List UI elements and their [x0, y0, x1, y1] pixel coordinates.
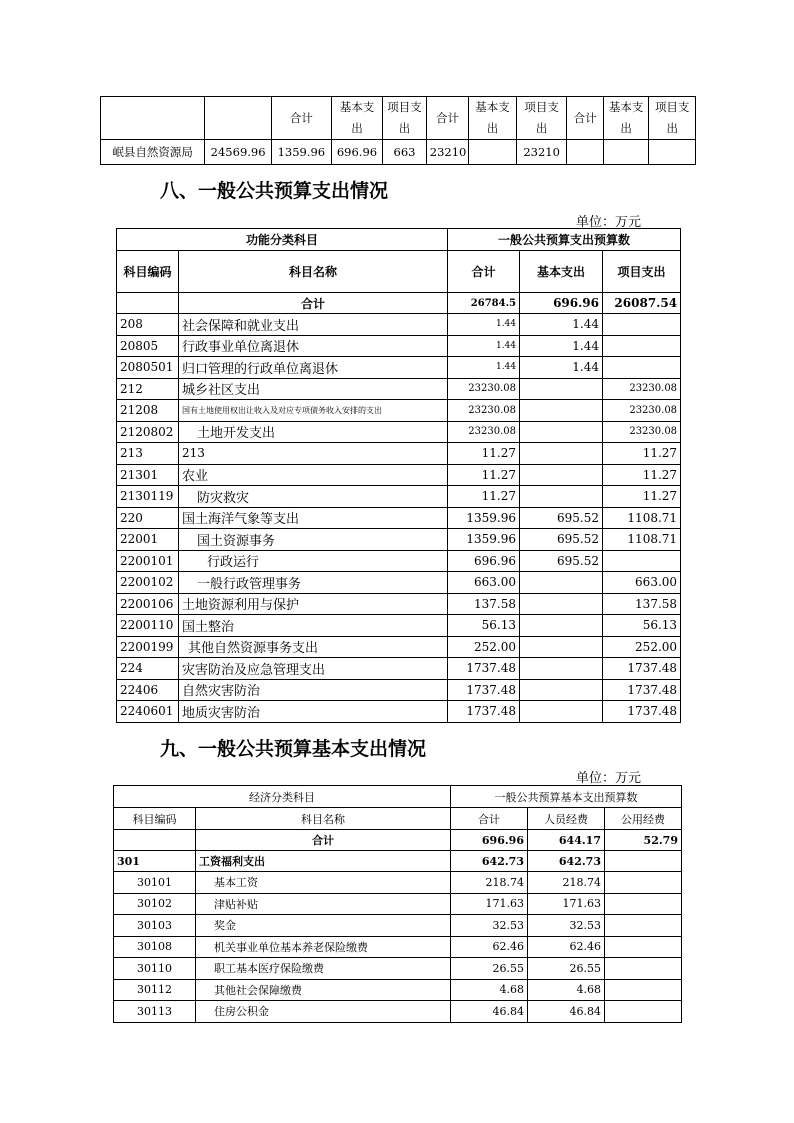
cell: 1.44 [520, 357, 603, 379]
cell: 11.27 [448, 486, 520, 508]
cell: 46.84 [451, 1001, 528, 1023]
cell [605, 936, 682, 958]
cell: 国有土地使用权出让收入及对应专项债务收入安排的支出 [179, 400, 448, 422]
cell [469, 140, 517, 165]
cell: 1359.96 [448, 507, 520, 529]
cell: 土地资源利用与保护 [179, 593, 448, 615]
cell: 252.00 [448, 636, 520, 658]
cell: 1108.71 [603, 507, 681, 529]
cell [603, 140, 649, 165]
cell: 663 [383, 140, 427, 165]
section-9-title: 九、一般公共预算基本支出情况 [160, 738, 427, 760]
cell [649, 140, 696, 165]
table-row [117, 464, 681, 486]
header-cell: 基本支出 [331, 97, 383, 140]
section-8-unit: 单位：万元 [576, 215, 642, 230]
cell [520, 615, 603, 637]
s9-col-name: 科目名称 [196, 808, 451, 830]
cell: 工资福利支出 [196, 851, 451, 872]
cell [117, 293, 179, 314]
cell: 23230.08 [448, 400, 520, 422]
cell: 11.27 [603, 486, 681, 508]
cell: 663.00 [603, 572, 681, 594]
section-9-table [113, 785, 682, 1023]
cell: 21301 [117, 464, 179, 486]
top-summary-table [100, 96, 696, 165]
top-table-header [101, 97, 696, 140]
cell: 行政运行 [179, 550, 448, 572]
header-cell: 基本支出 [469, 97, 517, 140]
s9-col-code: 科目编码 [114, 808, 196, 830]
cell: 213 [179, 443, 448, 465]
cell: 2120802 [117, 421, 179, 443]
header-cell: 合计 [426, 97, 469, 140]
cell [520, 701, 603, 723]
cell: 1359.96 [272, 140, 332, 165]
cell: 30112 [114, 979, 196, 1001]
table-row [117, 507, 681, 529]
cell: 1.44 [520, 335, 603, 357]
cell: 11.27 [603, 443, 681, 465]
cell: 津贴补贴 [196, 893, 451, 915]
cell [520, 679, 603, 701]
cell: 23230.08 [603, 421, 681, 443]
cell: 171.63 [528, 893, 605, 915]
section-8-title: 八、一般公共预算支出情况 [160, 180, 389, 202]
cell: 696.96 [520, 293, 603, 314]
cell: 1737.48 [603, 701, 681, 723]
cell: 自然灾害防治 [179, 679, 448, 701]
header-cell [205, 97, 272, 140]
cell [114, 830, 196, 851]
cell: 灾害防治及应急管理支出 [179, 658, 448, 680]
table-row [114, 958, 682, 980]
cell [567, 140, 603, 165]
cell [520, 572, 603, 594]
cell: 2240601 [117, 701, 179, 723]
cell: 1359.96 [448, 529, 520, 551]
cell: 11.27 [448, 443, 520, 465]
s9-header-row [114, 786, 682, 808]
cell: 30108 [114, 936, 196, 958]
header-cell [101, 97, 205, 140]
cell: 农业 [179, 464, 448, 486]
cell: 212 [117, 378, 179, 400]
s9-col-total: 合计 [451, 808, 528, 830]
cell [520, 593, 603, 615]
cell [520, 400, 603, 422]
cell: 24569.96 [205, 140, 272, 165]
cell: 国土海洋气象等支出 [179, 507, 448, 529]
s8-header-row [117, 229, 681, 251]
cell: 2130119 [117, 486, 179, 508]
cell: 52.79 [605, 830, 682, 851]
header-cell: 合计 [272, 97, 332, 140]
table-row [117, 636, 681, 658]
cell: 合计 [196, 830, 451, 851]
cell: 一般行政管理事务 [179, 572, 448, 594]
s8-col-name: 科目名称 [179, 251, 448, 293]
cell [603, 314, 681, 336]
cell: 2200106 [117, 593, 179, 615]
cell [603, 550, 681, 572]
cell: 644.17 [528, 830, 605, 851]
cell: 2200102 [117, 572, 179, 594]
table-row [117, 529, 681, 551]
cell: 职工基本医疗保险缴费 [196, 958, 451, 980]
header-cell: 项目支出 [649, 97, 696, 140]
cell: 642.73 [451, 851, 528, 872]
cell: 696.96 [331, 140, 383, 165]
cell: 其他自然资源事务支出 [179, 636, 448, 658]
table-row [117, 400, 681, 422]
cell: 其他社会保障缴费 [196, 979, 451, 1001]
cell: 220 [117, 507, 179, 529]
cell: 696.96 [451, 830, 528, 851]
table-row [114, 915, 682, 937]
cell: 26.55 [451, 958, 528, 980]
s9-header-right: 一般公共预算基本支出预算数 [451, 786, 682, 808]
cell: 20805 [117, 335, 179, 357]
cell [603, 335, 681, 357]
cell [520, 486, 603, 508]
cell: 机关事业单位基本养老保险缴费 [196, 936, 451, 958]
section-9-unit: 单位：万元 [576, 771, 642, 786]
cell: 1108.71 [603, 529, 681, 551]
cell: 23230.08 [448, 378, 520, 400]
cell: 23230.08 [448, 421, 520, 443]
cell: 30110 [114, 958, 196, 980]
s9-subheader-row [114, 808, 682, 830]
cell: 岷县自然资源局 [101, 140, 205, 165]
cell [520, 443, 603, 465]
cell: 基本工资 [196, 872, 451, 894]
cell: 社会保障和就业支出 [179, 314, 448, 336]
s8-col-project: 项目支出 [603, 251, 681, 293]
cell: 224 [117, 658, 179, 680]
cell: 1.44 [448, 357, 520, 379]
cell: 2200110 [117, 615, 179, 637]
cell [605, 851, 682, 872]
cell: 住房公积金 [196, 1001, 451, 1023]
cell: 2200199 [117, 636, 179, 658]
cell: 土地开发支出 [179, 421, 448, 443]
table-row [117, 335, 681, 357]
cell: 国土整治 [179, 615, 448, 637]
header-cell: 项目支出 [383, 97, 427, 140]
table-row [114, 979, 682, 1001]
cell: 行政事业单位离退休 [179, 335, 448, 357]
cell: 695.52 [520, 550, 603, 572]
cell: 1737.48 [448, 679, 520, 701]
cell: 合计 [179, 293, 448, 314]
cell: 30113 [114, 1001, 196, 1023]
table-row [114, 1001, 682, 1023]
table-row [114, 872, 682, 894]
cell: 1737.48 [603, 679, 681, 701]
cell: 地质灾害防治 [179, 701, 448, 723]
cell: 171.63 [451, 893, 528, 915]
table-row [117, 658, 681, 680]
cell: 213 [117, 443, 179, 465]
cell: 2200101 [117, 550, 179, 572]
cell: 1.44 [448, 335, 520, 357]
table-row [117, 679, 681, 701]
cell [520, 378, 603, 400]
cell: 32.53 [451, 915, 528, 937]
table-row [117, 378, 681, 400]
cell: 1737.48 [448, 658, 520, 680]
cell: 218.74 [528, 872, 605, 894]
cell: 23230.08 [603, 378, 681, 400]
s8-total-row [117, 293, 681, 314]
section-8-table [116, 228, 681, 723]
s8-header-left: 功能分类科目 [117, 229, 448, 251]
cell: 城乡社区支出 [179, 378, 448, 400]
cell [520, 636, 603, 658]
cell: 696.96 [448, 550, 520, 572]
table-row [117, 357, 681, 379]
cell: 30103 [114, 915, 196, 937]
cell: 695.52 [520, 507, 603, 529]
header-cell: 基本支出 [603, 97, 649, 140]
cell: 23210 [516, 140, 567, 165]
cell [520, 421, 603, 443]
cell: 62.46 [528, 936, 605, 958]
s9-col-personnel: 人员经费 [528, 808, 605, 830]
table-row [117, 615, 681, 637]
cell: 奖金 [196, 915, 451, 937]
cell: 22001 [117, 529, 179, 551]
cell: 4.68 [528, 979, 605, 1001]
cell: 1737.48 [448, 701, 520, 723]
s9-group-row [114, 851, 682, 872]
cell: 208 [117, 314, 179, 336]
cell: 30101 [114, 872, 196, 894]
cell: 1737.48 [603, 658, 681, 680]
cell: 归口管理的行政单位离退休 [179, 357, 448, 379]
cell: 137.58 [448, 593, 520, 615]
cell: 56.13 [603, 615, 681, 637]
cell [605, 915, 682, 937]
table-row [117, 550, 681, 572]
cell: 26.55 [528, 958, 605, 980]
cell [605, 979, 682, 1001]
cell: 国土资源事务 [179, 529, 448, 551]
cell: 22406 [117, 679, 179, 701]
cell [520, 658, 603, 680]
cell [605, 872, 682, 894]
cell: 301 [114, 851, 196, 872]
cell [520, 464, 603, 486]
cell: 642.73 [528, 851, 605, 872]
cell: 695.52 [520, 529, 603, 551]
cell [605, 893, 682, 915]
cell: 21208 [117, 400, 179, 422]
cell: 23210 [426, 140, 469, 165]
table-row [117, 593, 681, 615]
cell: 62.46 [451, 936, 528, 958]
cell: 1.44 [448, 314, 520, 336]
header-cell: 项目支出 [516, 97, 567, 140]
cell: 23230.08 [603, 400, 681, 422]
cell [603, 357, 681, 379]
cell: 1.44 [520, 314, 603, 336]
s8-header-right: 一般公共预算支出预算数 [448, 229, 681, 251]
table-row [117, 701, 681, 723]
cell [605, 1001, 682, 1023]
cell: 46.84 [528, 1001, 605, 1023]
header-cell: 合计 [567, 97, 603, 140]
cell: 30102 [114, 893, 196, 915]
s8-col-basic: 基本支出 [520, 251, 603, 293]
cell: 11.27 [603, 464, 681, 486]
table-row [117, 314, 681, 336]
table-row [117, 486, 681, 508]
top-table-row [101, 140, 696, 165]
cell: 26784.5 [448, 293, 520, 314]
cell: 252.00 [603, 636, 681, 658]
cell: 56.13 [448, 615, 520, 637]
table-row [117, 421, 681, 443]
s9-total-row [114, 830, 682, 851]
cell: 2080501 [117, 357, 179, 379]
table-row [114, 893, 682, 915]
cell: 218.74 [451, 872, 528, 894]
cell: 26087.54 [603, 293, 681, 314]
s8-col-code: 科目编码 [117, 251, 179, 293]
table-row [117, 443, 681, 465]
cell: 11.27 [448, 464, 520, 486]
s9-header-left: 经济分类科目 [114, 786, 451, 808]
cell: 663.00 [448, 572, 520, 594]
cell: 137.58 [603, 593, 681, 615]
cell: 32.53 [528, 915, 605, 937]
s8-col-total: 合计 [448, 251, 520, 293]
cell: 4.68 [451, 979, 528, 1001]
table-row [114, 936, 682, 958]
s8-subheader-row [117, 251, 681, 293]
cell [605, 958, 682, 980]
table-row [117, 572, 681, 594]
cell: 防灾救灾 [179, 486, 448, 508]
s9-col-public: 公用经费 [605, 808, 682, 830]
